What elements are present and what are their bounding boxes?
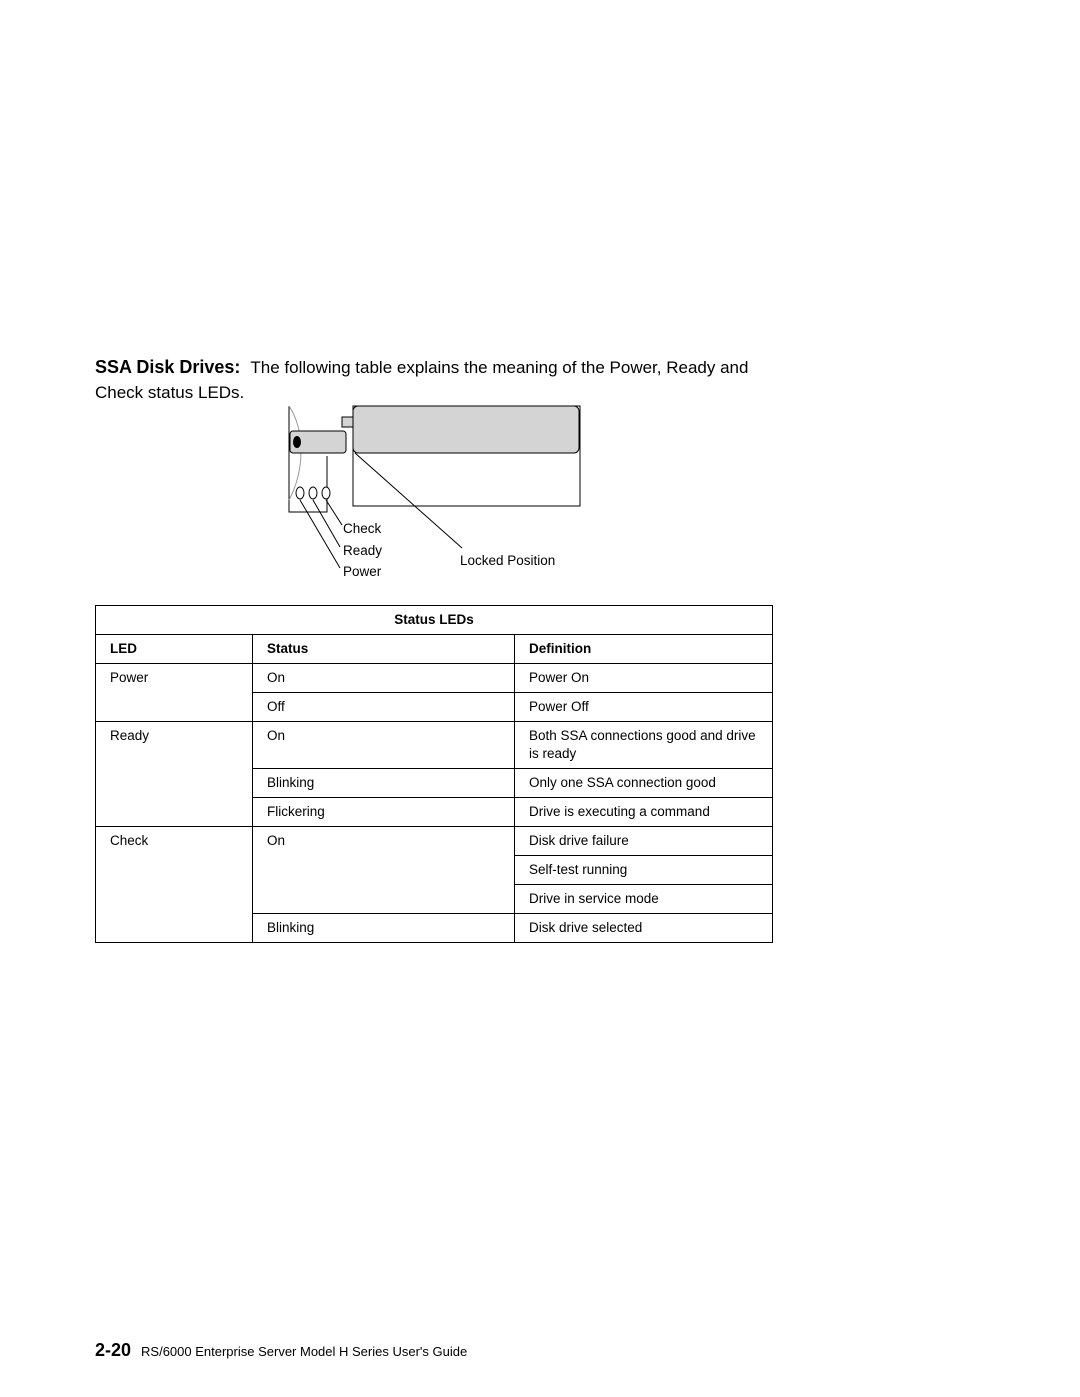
- power-leader-line: [300, 500, 340, 568]
- document-title: RS/6000 Enterprise Server Model H Series User's Guide: [141, 1344, 468, 1359]
- definition-cell: Disk drive failure: [515, 827, 773, 856]
- led-cell: [96, 856, 253, 885]
- led-cell: [96, 798, 253, 827]
- led-cell: [96, 914, 253, 943]
- definition-cell: Self-test running: [515, 856, 773, 885]
- header-status: Status: [253, 635, 515, 664]
- table-row: [96, 798, 773, 827]
- definition-cell: Only one SSA connection good: [515, 769, 773, 798]
- table-row: [96, 885, 773, 914]
- header-led: LED: [96, 635, 253, 664]
- status-cell: [253, 885, 515, 914]
- status-leds-table: [95, 605, 773, 943]
- definition-cell: Power Off: [515, 693, 773, 722]
- definition-cell: Disk drive selected: [515, 914, 773, 943]
- status-cell: On: [253, 664, 515, 693]
- check-label: Check: [343, 521, 382, 536]
- table-header-row: [96, 635, 773, 664]
- intro-paragraph: [95, 355, 785, 405]
- definition-cell: Drive is executing a command: [515, 798, 773, 827]
- header-definition: Definition: [515, 635, 773, 664]
- status-cell: Flickering: [253, 798, 515, 827]
- led-cell: Power: [96, 664, 253, 693]
- disk-drive-diagram: [280, 400, 590, 590]
- status-cell: On: [253, 722, 515, 769]
- status-cell: Off: [253, 693, 515, 722]
- ready-label: Ready: [343, 543, 383, 558]
- status-cell: [253, 856, 515, 885]
- power-label: Power: [343, 564, 382, 579]
- table-row: [96, 856, 773, 885]
- table-row: [96, 664, 773, 693]
- led-cell: [96, 769, 253, 798]
- table-caption: Status LEDs: [96, 606, 773, 635]
- bezel-outline: [289, 406, 327, 512]
- table-row: [96, 827, 773, 856]
- disk-drive-figure: [280, 400, 590, 590]
- intro-text: The following table explains the meaning of the Power, Ready and Check status LEDs.: [95, 358, 749, 402]
- latch-knob: [293, 436, 301, 448]
- page-number: 2-20: [95, 1340, 132, 1360]
- definition-cell: Both SSA connections good and drive is ready: [515, 722, 773, 769]
- check-leader-line: [326, 500, 342, 525]
- page-footer: [95, 1340, 467, 1362]
- status-cell: Blinking: [253, 914, 515, 943]
- table-row: [96, 769, 773, 798]
- led-cell: [96, 885, 253, 914]
- check-led-icon: [322, 487, 330, 499]
- led-cell: [96, 693, 253, 722]
- definition-cell: Power On: [515, 664, 773, 693]
- section-lead: SSA Disk Drives:: [95, 357, 241, 377]
- status-cell: On: [253, 827, 515, 856]
- power-led-icon: [296, 487, 304, 499]
- led-cell: Ready: [96, 722, 253, 769]
- drive-top-panel: [353, 406, 579, 453]
- lock-tab: [342, 417, 353, 427]
- table-row: [96, 914, 773, 943]
- status-cell: Blinking: [253, 769, 515, 798]
- ready-led-icon: [309, 487, 317, 499]
- table-row: [96, 722, 773, 769]
- definition-cell: Drive in service mode: [515, 885, 773, 914]
- locked-position-label: Locked Position: [460, 553, 556, 568]
- led-cell: Check: [96, 827, 253, 856]
- table-caption-row: [96, 606, 773, 635]
- table-row: [96, 693, 773, 722]
